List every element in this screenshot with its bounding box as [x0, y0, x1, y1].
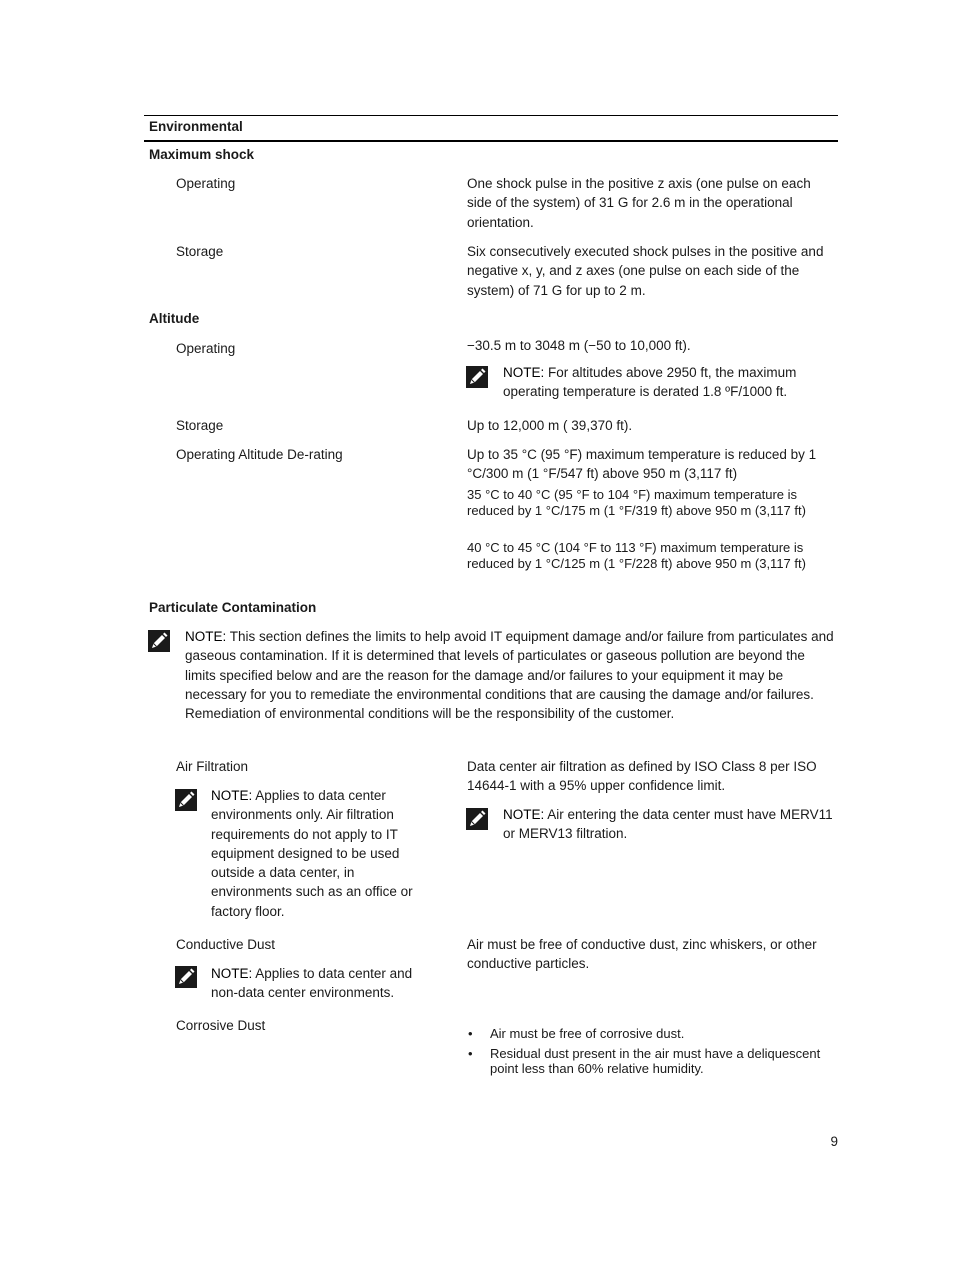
section-title-shock: Maximum shock — [149, 147, 255, 162]
pencil-note-icon — [466, 808, 488, 830]
particulate-note — [185, 627, 835, 723]
altitude-derating-value-2: 35 °C to 40 °C (95 °F to 104 °F) maximum temperature is reduced by 1 °C/175 m (1 °F/319 ft) above 950 m (3,117 ft) — [467, 487, 806, 518]
table-header-rule — [144, 140, 838, 142]
section-title-altitude: Altitude — [149, 311, 200, 326]
conductive-dust-label: Conductive Dust — [176, 937, 276, 952]
section-title-particulate: Particulate Contamination — [149, 600, 317, 615]
corrosive-dust-list — [467, 1026, 835, 1081]
note-text: For altitudes above 2950 ft, the maximum operating temperature is derated 1.8 ºF/1000 ft. — [503, 365, 797, 400]
shock-operating-label: Operating — [176, 176, 236, 191]
altitude-derating-value-1: Up to 35 °C (95 °F) maximum temperature is reduced by 1 °C/300 m (1 °F/547 ft) above 950 m (3,117 ft) — [467, 447, 817, 482]
altitude-operating-note — [503, 363, 833, 402]
pencil-note-icon — [148, 630, 170, 652]
note-text: Applies to data center environments only. Air filtration requirements do not apply to IT equipment designed to be used outside a data center, in environments such as an office or factory floor. — [211, 788, 413, 919]
table-top-rule — [144, 115, 838, 116]
conductive-dust-note — [211, 964, 441, 1003]
note-lead: NOTE: — [211, 966, 253, 981]
table-header: Environmental — [149, 119, 243, 134]
shock-storage-label: Storage — [176, 244, 224, 259]
altitude-operating-value: −30.5 m to 3048 m (−50 to 10,000 ft). — [467, 338, 691, 353]
list-item: • Air must be free of corrosive dust. — [467, 1026, 835, 1042]
page-number: 9 — [830, 1134, 838, 1149]
altitude-storage-label: Storage — [176, 418, 224, 433]
altitude-derating-value-3: 40 °C to 45 °C (104 °F to 113 °F) maximum temperature is reduced by 1 °C/125 m (1 °F/228 ft) above 950 m (3,117 ft) — [467, 540, 806, 571]
altitude-derating-label: Operating Altitude De-rating — [176, 447, 343, 462]
altitude-operating-label: Operating — [176, 341, 236, 356]
shock-operating-value: One shock pulse in the positive z axis (one pulse on each side of the system) of 31 G for 2.6 m in the operational orientation. — [467, 176, 811, 230]
list-item: • Residual dust present in the air must have a deliquescent point less than 60% relative humidity. — [467, 1046, 835, 1077]
air-filtration-left-note — [211, 786, 439, 921]
note-lead: NOTE: — [185, 629, 227, 644]
note-lead: NOTE: — [503, 365, 545, 380]
corrosive-dust-label: Corrosive Dust — [176, 1018, 266, 1033]
pencil-note-icon — [175, 966, 197, 988]
air-filtration-label: Air Filtration — [176, 759, 249, 774]
note-lead: NOTE: — [503, 807, 545, 822]
air-filtration-right-note — [503, 805, 833, 844]
pencil-note-icon — [466, 366, 488, 388]
pencil-note-icon — [175, 789, 197, 811]
note-text: Air entering the data center must have MERV11 or MERV13 filtration. — [503, 807, 833, 842]
note-lead: NOTE: — [211, 788, 253, 803]
shock-storage-value: Six consecutively executed shock pulses in the positive and negative x, y, and z axes (one pulse on each side of the system) of 71 G for up to 2 m. — [467, 244, 824, 298]
air-filtration-value: Data center air filtration as defined by ISO Class 8 per ISO 14644-1 with a 95% upper confidence limit. — [467, 759, 817, 794]
conductive-dust-value: Air must be free of conductive dust, zinc whiskers, or other conductive particles. — [467, 937, 817, 972]
altitude-storage-value: Up to 12,000 m ( 39,370 ft). — [467, 418, 633, 433]
note-text: Applies to data center and non-data center environments. — [211, 966, 413, 1001]
note-text: This section defines the limits to help avoid IT equipment damage and/or failure from particulates and gaseous contamination. If it is determined that levels of particulates or gaseous pollution are beyond the limits specified below and are the reason for the damage and/or failures to your equipment it may be necessary for you to remediate the environmental conditions that are causing the damage and/or failures. Remediation of environmental conditions will be the responsibility of the customer. — [185, 629, 834, 722]
